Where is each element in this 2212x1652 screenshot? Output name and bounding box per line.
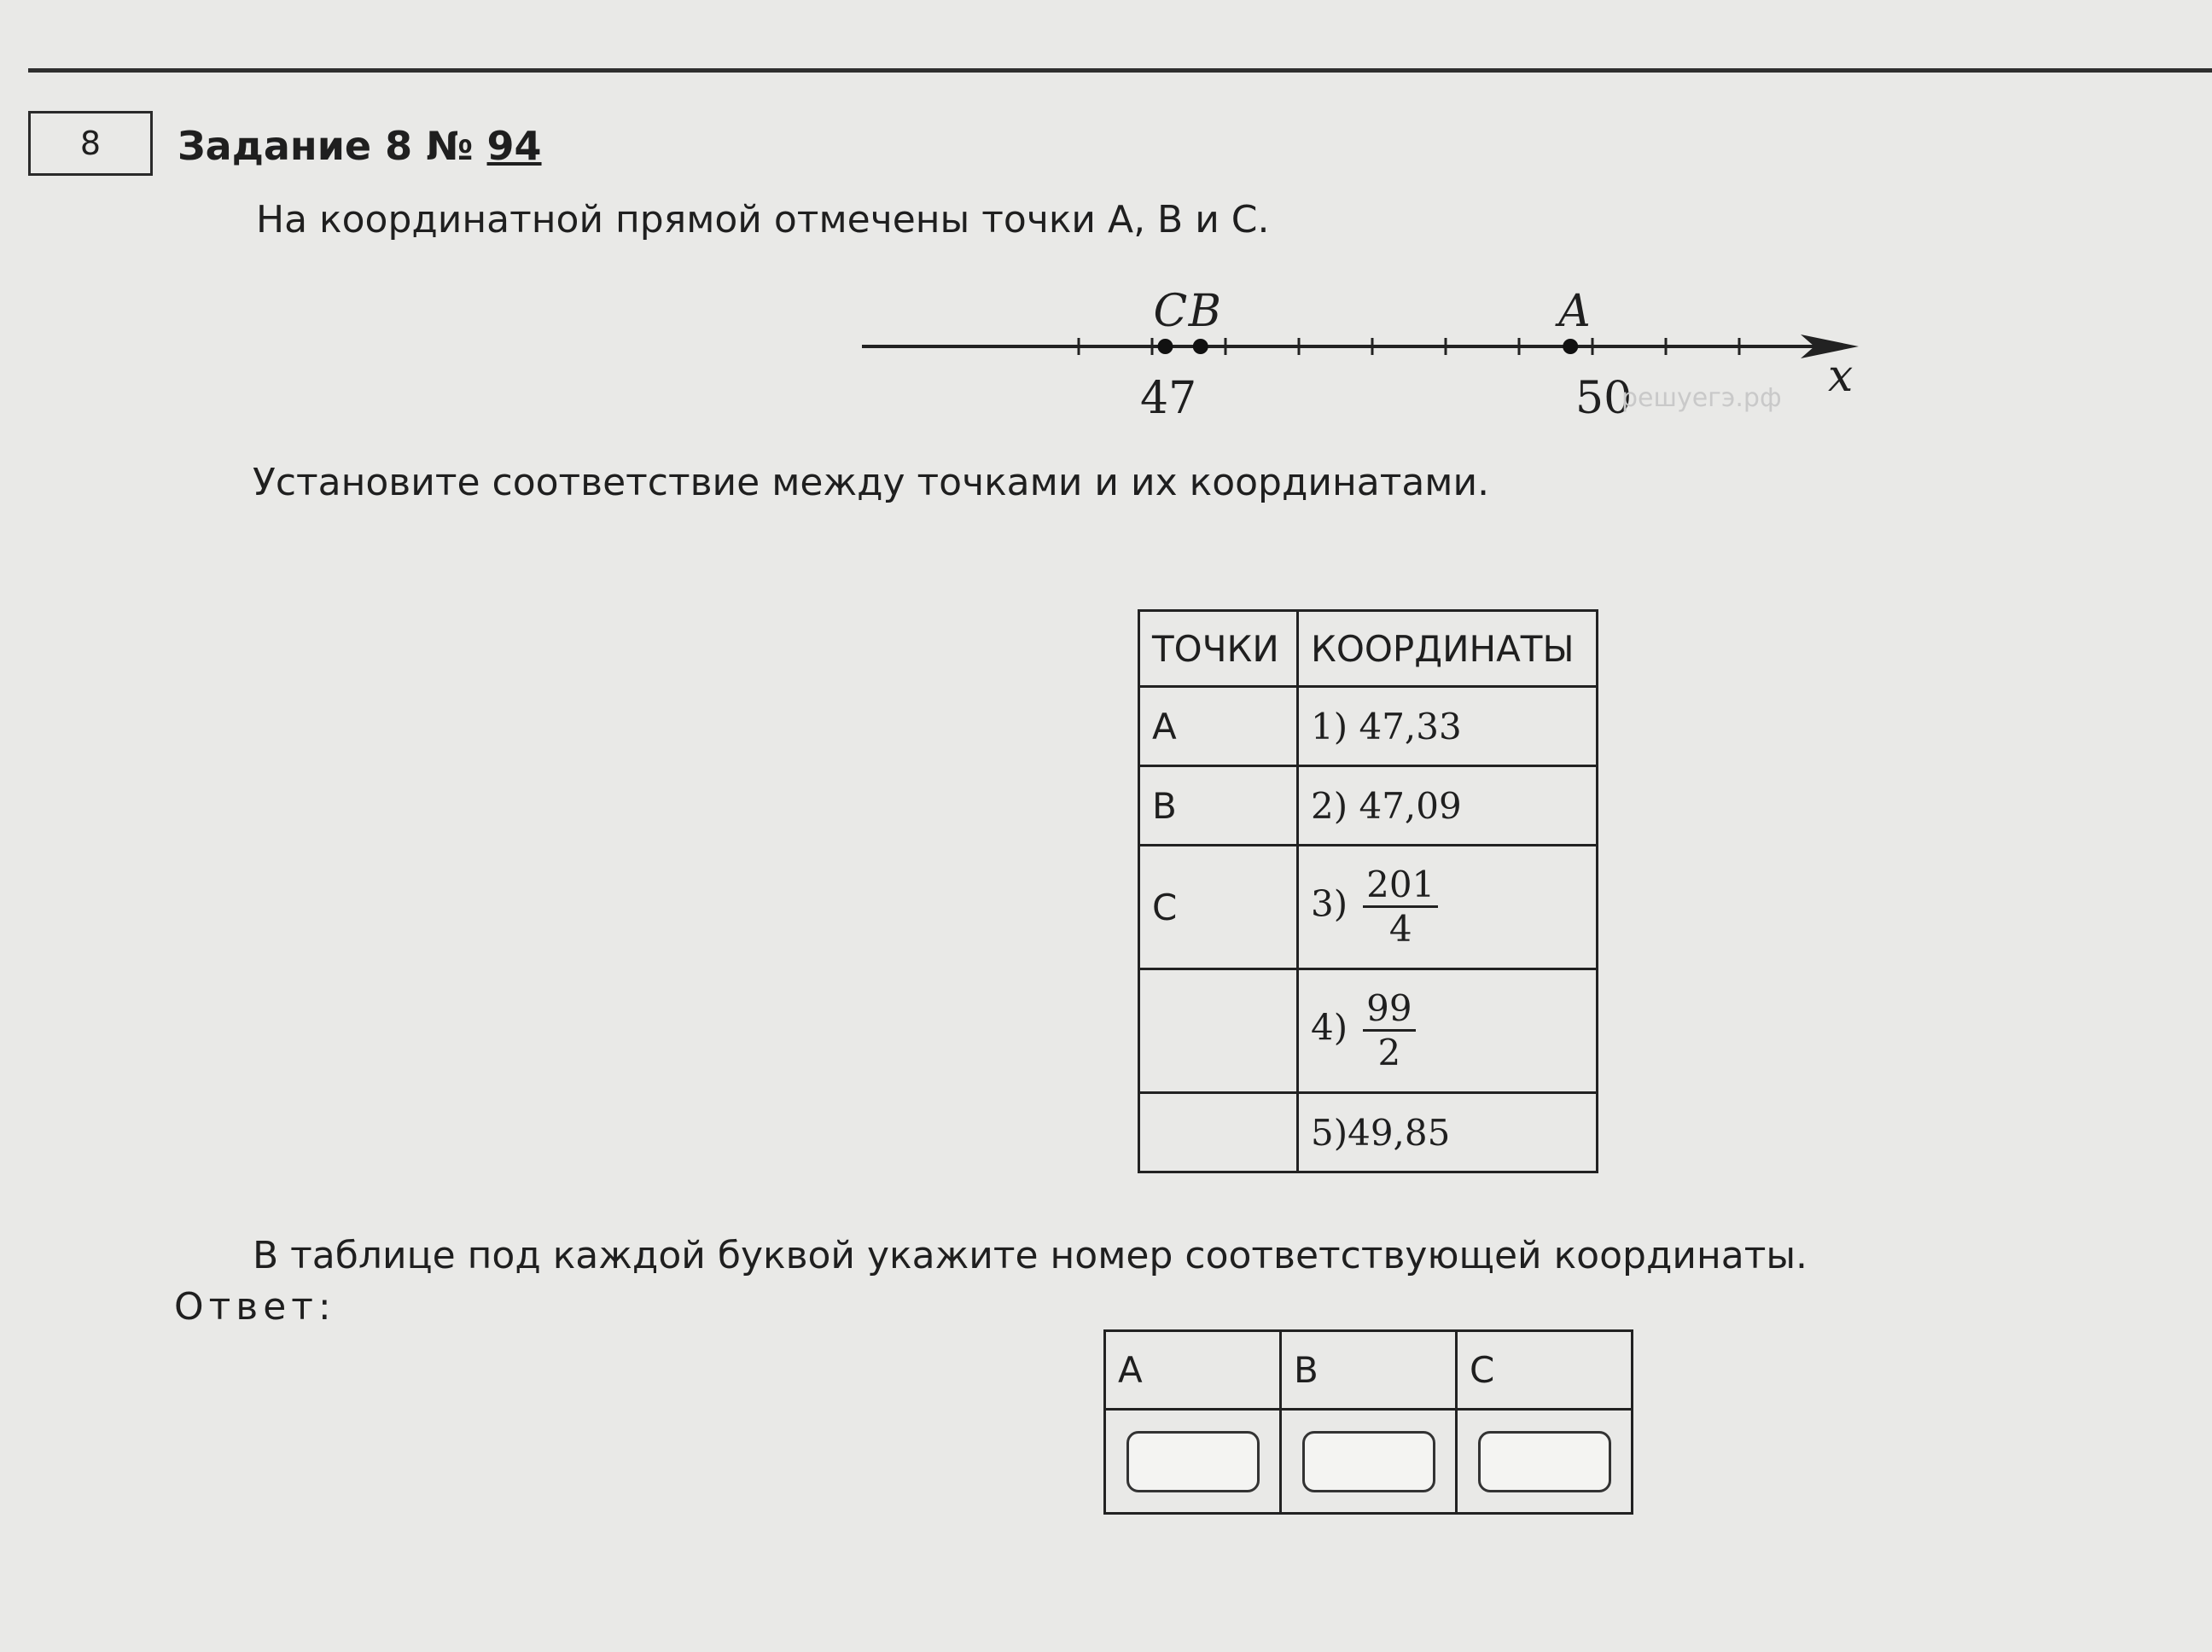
- fraction-numerator: 201: [1363, 865, 1438, 907]
- fraction: [1363, 989, 1415, 1072]
- header-points: ТОЧКИ: [1139, 611, 1298, 687]
- coord-value: 49,85: [1348, 1111, 1451, 1154]
- coord-num: 3): [1311, 883, 1348, 925]
- point-a: [1563, 339, 1578, 354]
- point-label-c: C: [1153, 286, 1188, 337]
- answer-col-b: B: [1281, 1331, 1457, 1410]
- match-instruction: Установите соответствие между точками и их координатами.: [253, 461, 1490, 504]
- fraction-denominator: 2: [1377, 1031, 1401, 1073]
- fraction-numerator: 99: [1363, 989, 1415, 1031]
- answer-instruction: В таблице под каждой буквой укажите номер соответствующей координаты.: [253, 1234, 1808, 1277]
- answer-header-row: [1105, 1331, 1633, 1410]
- coordinate-cell: [1298, 766, 1598, 846]
- coord-value: 47,33: [1359, 705, 1462, 747]
- coord-num: 2): [1311, 784, 1348, 827]
- point-b: [1193, 339, 1208, 354]
- match-table-header: [1139, 611, 1598, 687]
- tick-label-47: 47: [1140, 373, 1197, 424]
- task-title-prefix: Задание 8 №: [178, 123, 487, 169]
- coordinate-cell: [1298, 846, 1598, 969]
- answer-table: [1103, 1329, 1633, 1515]
- answer-input-a[interactable]: [1126, 1431, 1260, 1492]
- coord-num: 1): [1311, 705, 1348, 747]
- task-link[interactable]: 94: [486, 123, 542, 169]
- table-row: [1139, 687, 1598, 766]
- answer-col-c: C: [1457, 1331, 1633, 1410]
- tick-label-50: 50: [1575, 373, 1633, 424]
- coord-value: 47,09: [1359, 784, 1462, 827]
- coord-num: 5): [1311, 1111, 1348, 1154]
- coordinate-cell: [1298, 1093, 1598, 1172]
- table-row: [1139, 846, 1598, 969]
- answer-label: Ответ:: [174, 1285, 336, 1329]
- axis-label-x: x: [1828, 351, 1854, 402]
- answer-cell: [1281, 1410, 1457, 1514]
- answer-col-a: A: [1105, 1331, 1281, 1410]
- task-intro: На координатной прямой отмечены точки A, B и C.: [256, 198, 1270, 241]
- point-cell: A: [1139, 687, 1298, 766]
- table-row: [1139, 1093, 1598, 1172]
- task-number-box: 8: [28, 111, 153, 176]
- match-table: [1138, 609, 1598, 1173]
- point-cell: [1139, 969, 1298, 1093]
- point-cell: [1139, 1093, 1298, 1172]
- table-row: [1139, 766, 1598, 846]
- task-title: [178, 123, 542, 169]
- coordinate-cell: [1298, 969, 1598, 1093]
- number-line: [862, 282, 1869, 427]
- fraction: [1363, 865, 1438, 948]
- answer-cell: [1105, 1410, 1281, 1514]
- point-c: [1157, 339, 1173, 354]
- answer-input-row: [1105, 1410, 1633, 1514]
- top-divider: [28, 68, 2212, 73]
- point-cell: C: [1139, 846, 1298, 969]
- answer-input-b[interactable]: [1302, 1431, 1435, 1492]
- coordinate-cell: [1298, 687, 1598, 766]
- table-row: [1139, 969, 1598, 1093]
- header-coordinates: КООРДИНАТЫ: [1298, 611, 1598, 687]
- point-cell: B: [1139, 766, 1298, 846]
- number-line-svg: [862, 282, 1869, 427]
- answer-input-c[interactable]: [1478, 1431, 1611, 1492]
- point-label-b: B: [1188, 286, 1221, 337]
- fraction-denominator: 4: [1388, 907, 1412, 950]
- point-label-a: A: [1558, 286, 1591, 337]
- answer-cell: [1457, 1410, 1633, 1514]
- coord-num: 4): [1311, 1007, 1348, 1049]
- watermark: решуегэ.рф: [1621, 383, 1782, 413]
